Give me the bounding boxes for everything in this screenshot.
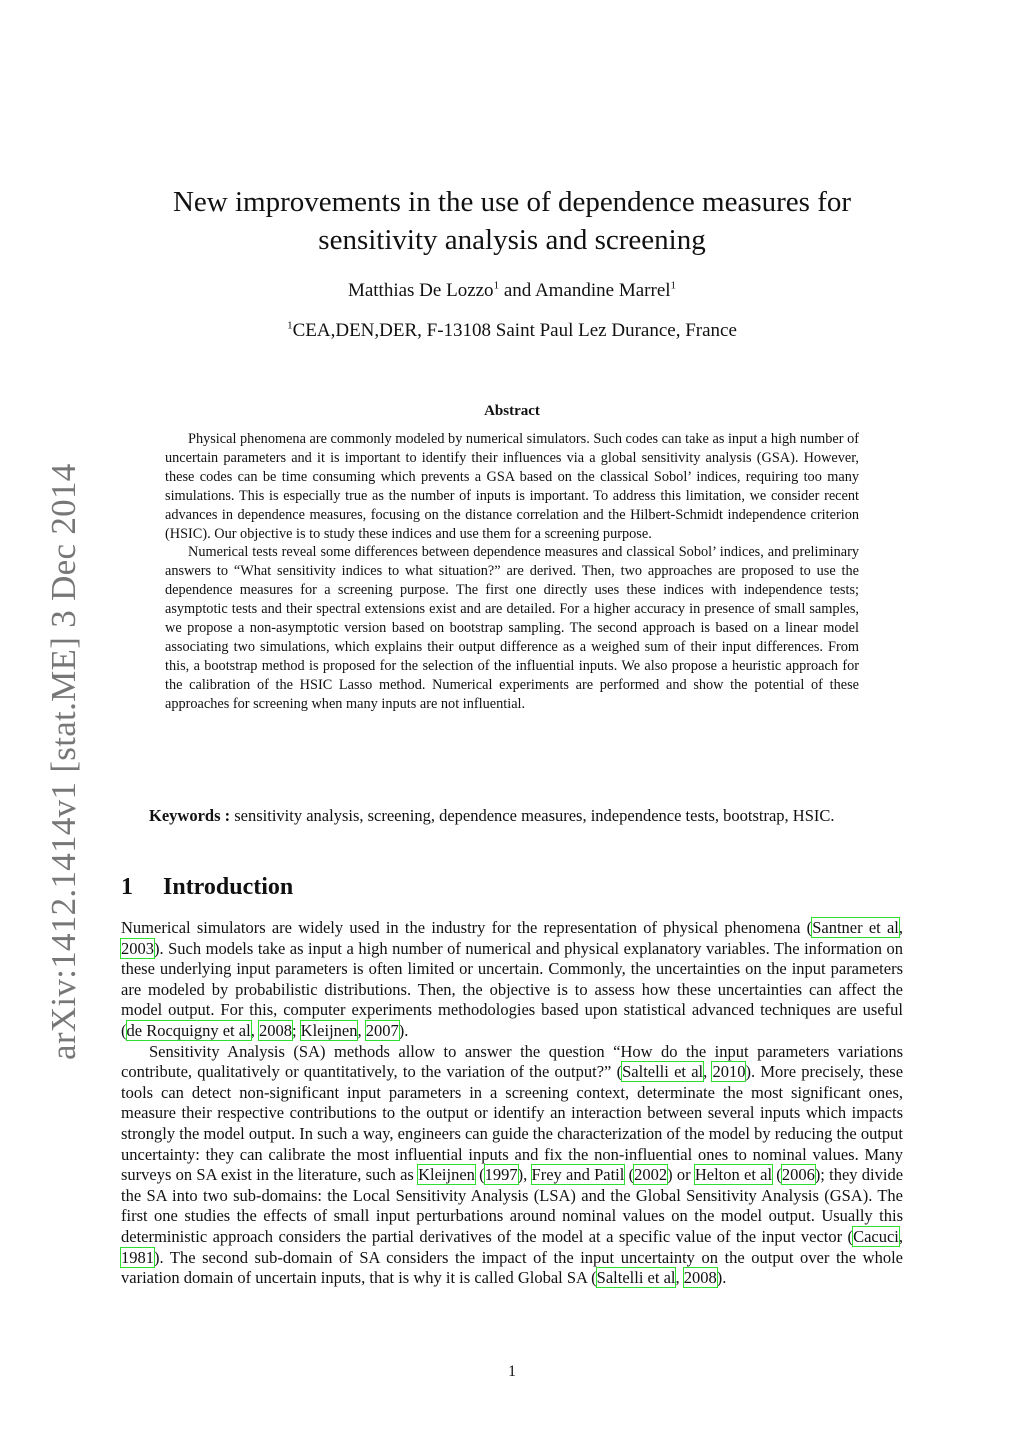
text-run: , bbox=[703, 1062, 713, 1082]
citation-year-link[interactable]: 2010 bbox=[712, 1062, 746, 1082]
author-1: Matthias De Lozzo bbox=[347, 280, 494, 301]
text-run: ( bbox=[624, 1165, 635, 1185]
citation-link[interactable]: Cacuci bbox=[853, 1226, 899, 1246]
citation-year-link[interactable]: 1997 bbox=[484, 1165, 518, 1185]
affiliation-text: CEA,DEN,DER, F-13108 Saint Paul Lez Durance, France bbox=[292, 320, 737, 341]
text-run: , bbox=[357, 1020, 366, 1040]
abstract bbox=[165, 430, 859, 714]
citation-link[interactable]: Helton et al bbox=[694, 1165, 773, 1185]
citation-year-link[interactable]: 2006 bbox=[781, 1165, 815, 1185]
author-2: Amandine Marrel bbox=[534, 280, 671, 301]
arxiv-stamp: arXiv:1412.1414v1 [stat.ME] 3 Dec 2014 bbox=[44, 463, 83, 1060]
text-run: ). Such models take as input a high number of numerical and physical explanatory variables. The information on these underlying input parameters is often limited or uncertain. Commonly, the uncertainties on the input parameters are modeled by probabilistic distributions. Then, the objective is to assess how these uncertainties can affect the model output. For this, computer experiments methodologies based upon statistical advanced techniques are useful ( bbox=[121, 938, 903, 1040]
keywords bbox=[121, 805, 903, 826]
citation-year-link[interactable]: 2008 bbox=[258, 1020, 292, 1040]
text-run: ), bbox=[517, 1165, 532, 1185]
text-run: , bbox=[898, 1226, 903, 1246]
text-run: , bbox=[675, 1268, 684, 1288]
text-run: ). bbox=[398, 1020, 409, 1040]
abstract-heading: Abstract bbox=[484, 403, 540, 419]
text-run: Sensitivity Analysis (SA) methods allow to answer the question “How do the input parameters variations contribute, qualitatively or quantitatively, to the variation of the output?” ( bbox=[121, 1041, 903, 1082]
citation-year-link[interactable]: 2008 bbox=[683, 1268, 717, 1288]
affiliation bbox=[120, 320, 904, 342]
section-number: 1 bbox=[121, 874, 133, 900]
citation-year-link[interactable]: 2007 bbox=[365, 1020, 399, 1040]
text-run: ). The second sub-domain of SA considers the impact of the input uncertainty on the output over the whole variation domain of uncertain inputs, that is why it is called Global SA ( bbox=[121, 1247, 903, 1288]
author-2-affil-mark: 1 bbox=[670, 279, 677, 292]
author-1-affil-mark: 1 bbox=[493, 279, 500, 292]
text-run: ; bbox=[291, 1020, 301, 1040]
abstract-paragraph-2: Numerical tests reveal some differences between dependence measures and classical Sobol’ indices, and preliminary answers to “What sensitivity indices to what situation?” are derived. Then, two approaches are proposed to use the dependence measures for a screening purpose. The first one directly uses these indices with independence tests; asymptotic tests and their spectral extensions exist and are detailed. For a higher accuracy in presence of small samples, we propose a non-asymptotic version based on bootstrap sampling. The second approach is based on a linear model associating two simulations, which explains their output difference as a weighed sum of their input differences. From this, a bootstrap method is proposed for the selection of the influential inputs. We also propose a heuristic approach for the calibration of the HSIC Lasso method. Numerical experiments are performed and show the potential of these approaches for screening when many inputs are not influential. bbox=[165, 544, 859, 712]
intro-paragraph-1 bbox=[121, 918, 903, 1042]
citation-link[interactable]: de Rocquigny et al bbox=[126, 1020, 251, 1040]
text-run: ). More precisely, these tools can detect non-significant input parameters in a screening context, determinate the most significant ones, measure their respective contributions to the output or identify an interaction between several inputs which impacts strongly the model output. In such a way, engineers can guide the characterization of the model by reducing the output uncertainty: they can calibrate the most influential inputs and fix the non-influential ones to nominal values. Many surveys on SA exist in the literature, such as bbox=[121, 1062, 904, 1185]
title-line-1: New improvements in the use of dependence measures for bbox=[172, 186, 852, 218]
citation-link[interactable]: Santner et al bbox=[812, 918, 899, 937]
text-run: , bbox=[250, 1020, 259, 1040]
citation-year-link[interactable]: 2002 bbox=[634, 1165, 668, 1185]
text-run: ) or bbox=[667, 1165, 695, 1185]
title-line-2: sensitivity analysis and screening bbox=[318, 224, 706, 256]
citation-link[interactable]: Saltelli et al bbox=[622, 1062, 704, 1082]
citation-link[interactable]: Saltelli et al bbox=[596, 1268, 676, 1288]
text-run: ( bbox=[772, 1165, 782, 1185]
keywords-label: Keywords : bbox=[149, 806, 231, 825]
introduction-body bbox=[121, 918, 903, 1289]
affiliation-mark: 1 bbox=[287, 319, 293, 332]
citation-link[interactable]: Kleijnen bbox=[300, 1020, 358, 1040]
text-run: Numerical simulators are widely used in the industry for the representation of physical phenomena ( bbox=[121, 918, 813, 937]
paper-title bbox=[120, 183, 904, 259]
abstract-paragraph-1: Physical phenomena are commonly modeled by numerical simulators. Such codes can take as input a high number of uncertain parameters and it is important to identify their influences via a global sensitivity analysis (GSA). However, these codes can be time consuming which prevents a GSA based on the classical Sobol’ indices, requiring too many simulations. This is especially true as the number of inputs is important. To address this limitation, we consider recent advances in dependence measures, focusing on the distance correlation and the Hilbert-Schmidt independence criterion (HSIC). Our objective is to study these indices and use them for a screening purpose. bbox=[165, 431, 859, 542]
text-run: , bbox=[898, 918, 904, 937]
citation-year-link[interactable]: 2003 bbox=[121, 938, 154, 958]
citation-link[interactable]: Kleijnen bbox=[418, 1165, 475, 1185]
intro-paragraph-2 bbox=[121, 1042, 903, 1289]
page-number: 1 bbox=[508, 1363, 516, 1380]
citation-link[interactable]: Frey and Patil bbox=[531, 1165, 625, 1185]
authors bbox=[120, 280, 904, 302]
keywords-text: sensitivity analysis, screening, dependence measures, independence tests, bootstrap, HSIC. bbox=[230, 806, 835, 825]
text-run: ); they divide the SA into two sub-domains: the Local Sensitivity Analysis (LSA) and the Global Sensitivity Analysis (GSA). The first one studies the effects of small input perturbations around nominal values on the model output. Usually this deterministic approach considers the partial derivatives of the model at a specific value of the input vector ( bbox=[121, 1165, 904, 1246]
section-heading bbox=[121, 874, 293, 901]
text-run: ). bbox=[716, 1268, 727, 1288]
author-and: and bbox=[499, 280, 535, 301]
section-title: Introduction bbox=[163, 874, 294, 900]
citation-year-link[interactable]: 1981 bbox=[121, 1247, 154, 1267]
text-run: ( bbox=[474, 1165, 485, 1185]
